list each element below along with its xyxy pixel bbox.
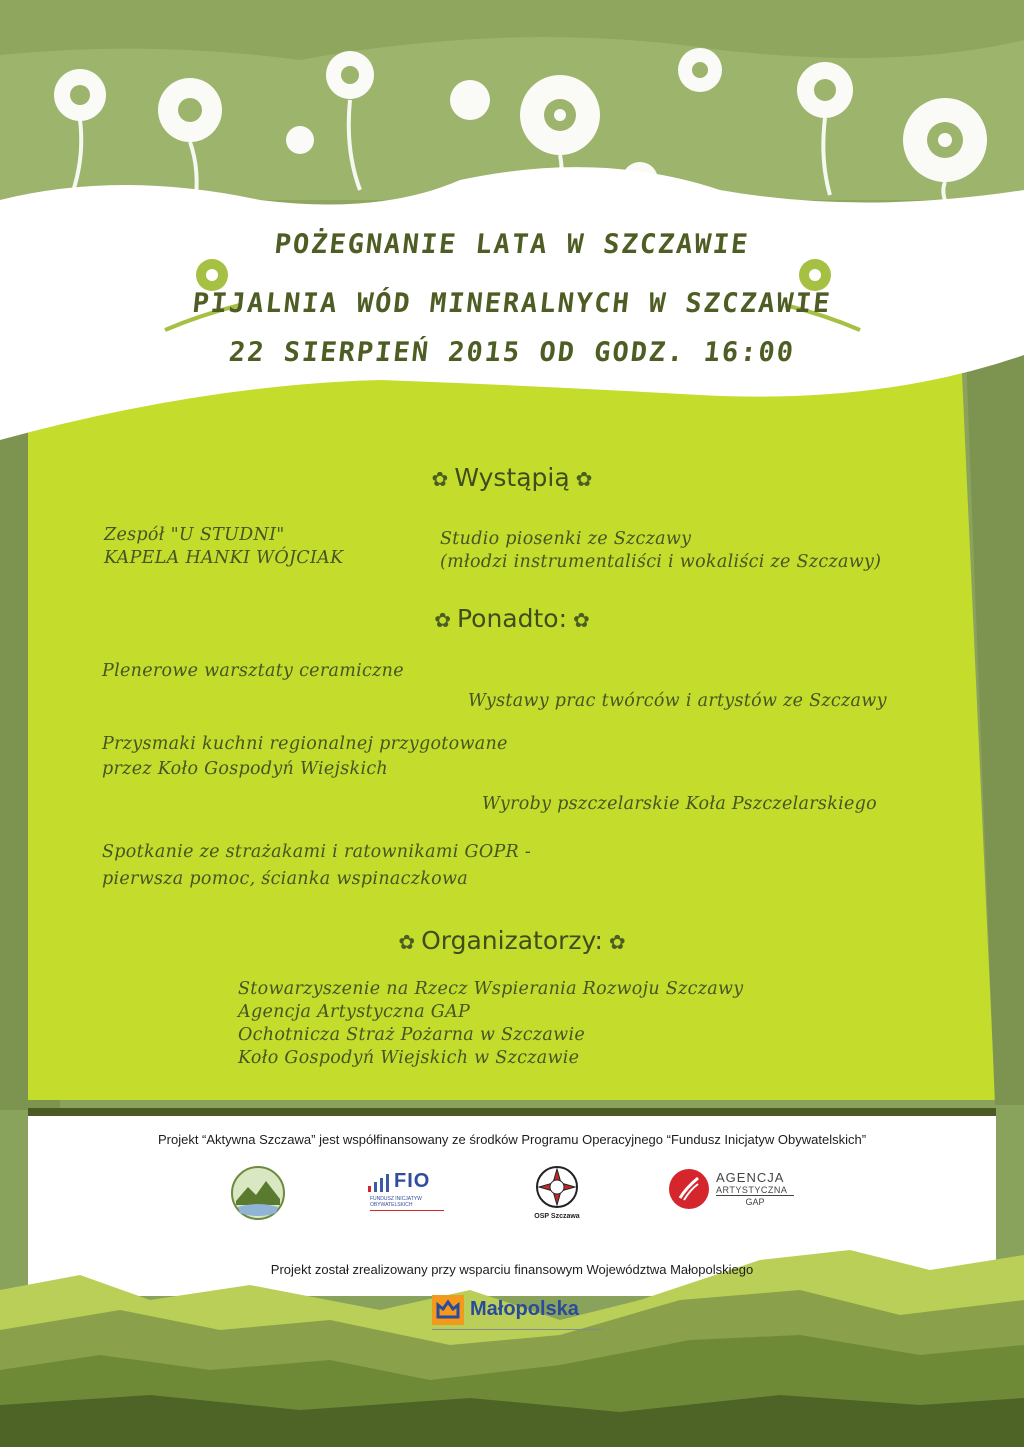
organizer-1: Stowarzyszenie na Rzecz Wspierania Rozwoju Szczawy	[238, 979, 744, 999]
performer-left-1: Zespół "U STUDNI"	[104, 525, 285, 545]
gap-emblem-icon	[668, 1168, 710, 1210]
malopolska-logo	[432, 1295, 602, 1331]
venue-line: PIJALNIA WÓD MINERALNYCH W SZCZAWIE	[190, 288, 834, 319]
extras-item-7: pierwsza pomoc, ścianka wspinaczkowa	[102, 869, 469, 889]
extras-item-3: Przysmaki kuchni regionalnej przygotowane	[102, 734, 508, 754]
fire-brigade-emblem-icon	[535, 1165, 579, 1209]
performers-heading-text: Wystąpią	[454, 463, 570, 492]
fio-logo	[366, 1168, 448, 1214]
organizers-heading-text: Organizatorzy:	[421, 926, 603, 955]
malopolska-wordmark: Małopolska	[470, 1298, 579, 1320]
flower-icon: ✿	[398, 930, 416, 954]
fio-funding-note: Projekt “Aktywna Szczawa” jest współfinansowany ze środków Programu Operacyjnego “Fundusz Inicjatyw Obywatelskich”	[157, 1132, 867, 1147]
fio-bars-icon	[366, 1172, 396, 1194]
performer-right-2: (młodzi instrumentaliści i wokaliści ze Szczawy)	[440, 552, 882, 572]
extras-item-4: przez Koło Gospodyń Wiejskich	[102, 759, 389, 779]
organizers-heading	[0, 926, 1024, 955]
fio-mark: FIO	[394, 1170, 431, 1192]
flower-icon: ✿	[434, 608, 451, 632]
performer-left-2: KAPELA HANKI WÓJCIAK	[104, 548, 344, 568]
extras-heading-text: Ponadto:	[456, 604, 568, 633]
extras-item-1: Plenerowe warsztaty ceramiczne	[102, 661, 404, 681]
fio-underline	[370, 1210, 444, 1211]
event-title: POŻEGNANIE LATA W SZCZAWIE	[273, 229, 751, 260]
organizer-3: Ochotnicza Straż Pożarna w Szczawie	[238, 1025, 585, 1045]
performer-right-1: Studio piosenki ze Szczawy	[440, 529, 692, 549]
association-logo	[230, 1165, 286, 1221]
gap-line2: ARTYSTYCZNA	[716, 1185, 788, 1195]
malopolska-crown-icon	[432, 1295, 464, 1325]
osp-label: OSP Szczawa	[534, 1213, 580, 1220]
malopolska-underline	[432, 1329, 602, 1330]
flower-icon: ✿	[608, 930, 626, 954]
flower-icon: ✿	[573, 608, 590, 632]
gap-line1: AGENCJA	[716, 1170, 785, 1185]
gap-divider	[716, 1195, 794, 1196]
osp-logo	[527, 1165, 587, 1227]
gap-line3: GAP	[745, 1197, 765, 1207]
malopolska-funding-note: Projekt został zrealizowany przy wsparciu finansowym Województwa Małopolskiego	[270, 1262, 754, 1277]
extras-item-5: Wyroby pszczelarskie Koła Pszczelarskiego	[482, 794, 877, 814]
fio-subtitle: FUNDUSZ INICJATYW OBYWATELSKICH	[370, 1196, 422, 1208]
organizer-2: Agencja Artystyczna GAP	[238, 1002, 471, 1022]
flower-icon: ✿	[575, 467, 593, 491]
extras-heading	[0, 604, 1024, 633]
gap-agency-logo	[668, 1168, 798, 1212]
extras-item-6: Spotkanie ze strażakami i ratownikami GOPR -	[102, 842, 532, 862]
performers-heading	[0, 463, 1024, 492]
flower-icon: ✿	[431, 467, 449, 491]
organizer-4: Koło Gospodyń Wiejskich w Szczawie	[238, 1048, 580, 1068]
extras-item-2: Wystawy prac twórców i artystów ze Szczawy	[468, 691, 887, 711]
date-time-line: 22 SIERPIEŃ 2015 OD GODZ. 16:00	[227, 337, 797, 368]
